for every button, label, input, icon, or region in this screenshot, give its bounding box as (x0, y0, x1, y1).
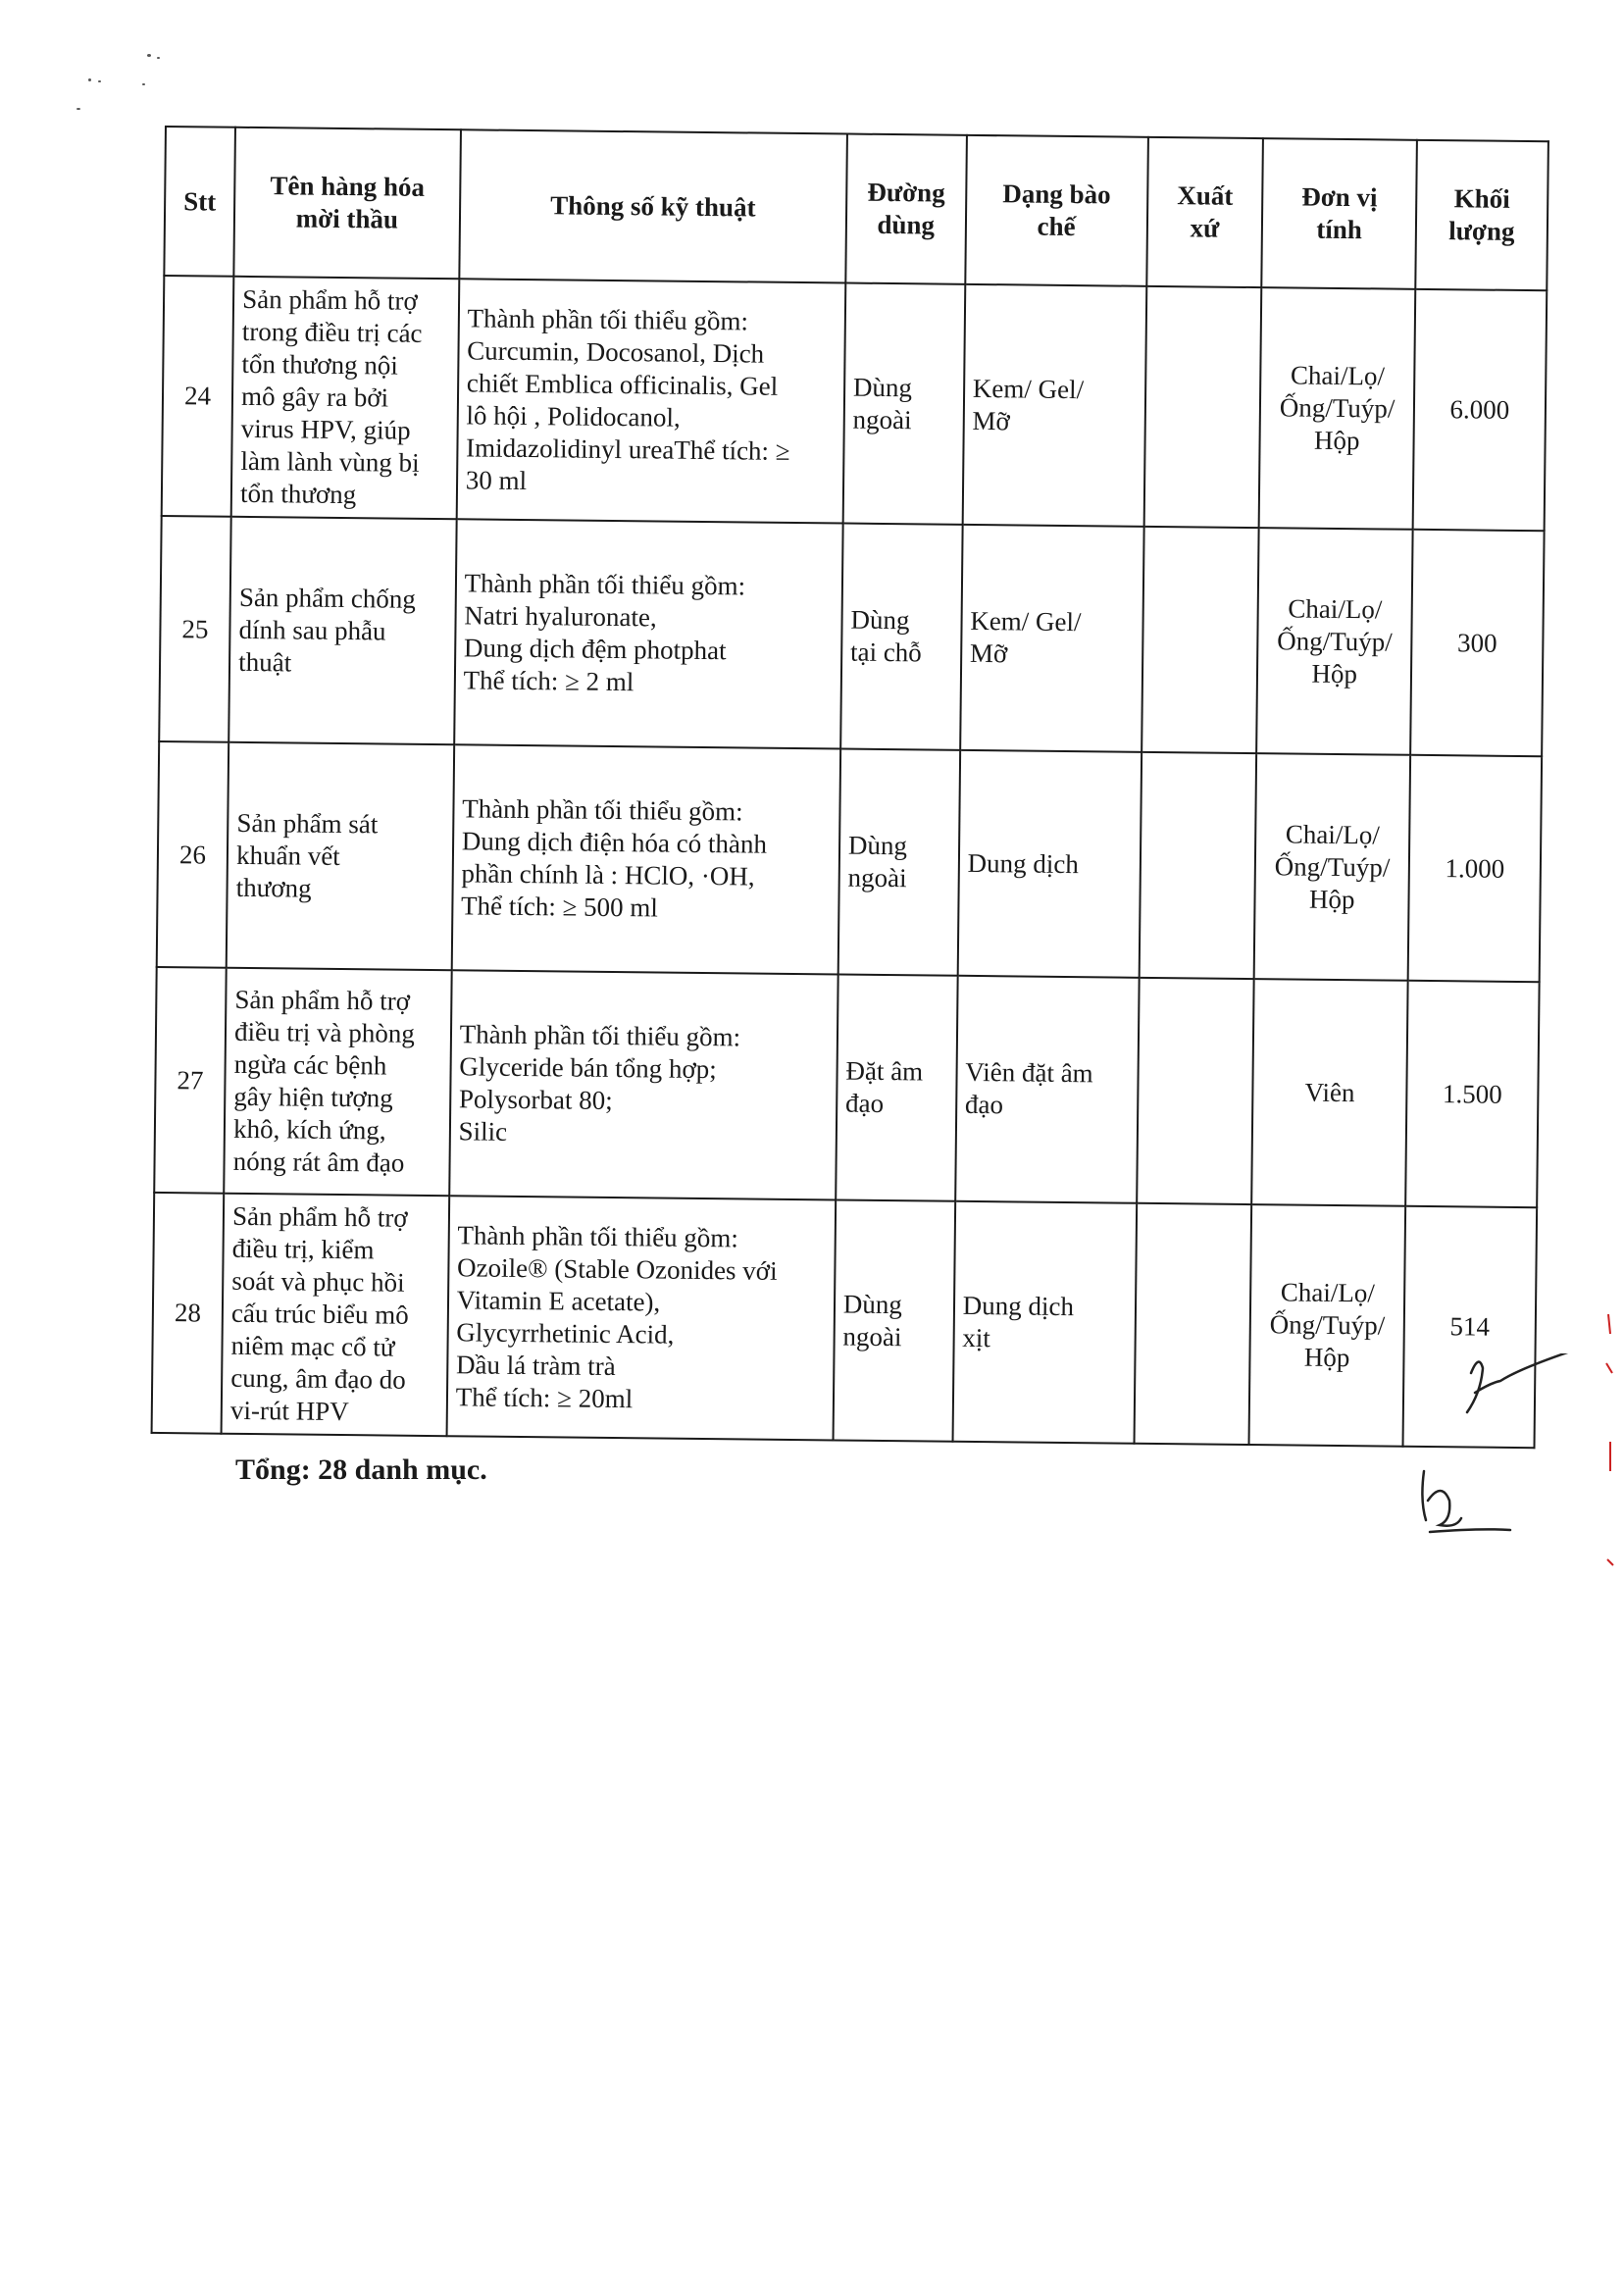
cell-origin (1137, 978, 1254, 1204)
header-origin: Xuất xứ (1146, 137, 1263, 287)
cell-name: Sản phẩm sát khuẩn vết thương (227, 742, 454, 970)
total-count: Tổng: 28 danh mục. (235, 1453, 487, 1486)
cell-unit: Chai/Lọ/ Ống/Tuýp/ Hộp (1249, 1204, 1405, 1447)
header-stt: Stt (164, 127, 235, 277)
cell-origin (1134, 1203, 1251, 1445)
cell-route: Dùng ngoài (838, 748, 960, 975)
cell-unit: Viên (1252, 979, 1408, 1206)
cell-origin (1142, 527, 1259, 753)
header-name: Tên hàng hóa mời thầu (233, 127, 460, 279)
header-form: Dạng bào chế (965, 135, 1148, 286)
cell-qty: 1.000 (1408, 755, 1543, 982)
cell-route: Dùng ngoài (833, 1199, 955, 1441)
cell-spec: Thành phần tối thiểu gồm: Ozoile® (Stable Ozonides với Vitamin E acetate), Glycyrrhetinic Acid, Dầu lá tràm trà Thể tích: ≥ 20ml (446, 1196, 836, 1440)
cell-route: Dùng ngoài (842, 283, 965, 525)
cell-unit: Chai/Lọ/ Ống/Tuýp/ Hộp (1257, 528, 1413, 755)
cell-stt: 26 (157, 741, 229, 968)
cell-stt: 27 (154, 967, 227, 1194)
cell-stt: 28 (152, 1193, 225, 1434)
cell-form: Dung dịch xịt (952, 1201, 1137, 1444)
cell-form: Dung dịch (957, 750, 1141, 978)
cell-qty: 514 (1402, 1206, 1537, 1448)
table-row (159, 516, 1544, 756)
red-margin-marks (1599, 1304, 1624, 1599)
header-route: Đường dùng (845, 134, 967, 284)
cell-name: Sản phẩm hỗ trợ trong điều trị các tổn thương nội mô gây ra bởi virus HPV, giúp làm lành vùng bị tổn thương (231, 277, 459, 519)
header-qty: Khối lượng (1415, 140, 1548, 290)
cell-qty: 1.500 (1405, 981, 1540, 1207)
cell-form: Kem/ Gel/ Mỡ (960, 525, 1143, 752)
cell-origin (1139, 752, 1256, 979)
table-row (162, 276, 1548, 531)
cell-name: Sản phẩm hỗ trợ điều trị, kiểm soát và phục hồi cấu trúc biểu mô niêm mạc cổ tử cung, âm đạo do vi-rút HPV (222, 1194, 449, 1436)
cell-name: Sản phẩm chống dính sau phẫu thuật (228, 517, 456, 744)
table-header-row (164, 127, 1548, 290)
table-row (152, 1193, 1538, 1448)
cell-name: Sản phẩm hỗ trợ điều trị và phòng ngừa các bệnh gây hiện tượng khô, kích ứng, nóng rát âm đạo (224, 968, 451, 1196)
cell-route: Đặt âm đạo (836, 974, 957, 1200)
goods-table (151, 126, 1549, 1449)
table-row (157, 741, 1542, 982)
cell-stt: 24 (162, 276, 234, 517)
cell-spec: Thành phần tối thiểu gồm: Curcumin, Docosanol, Dịch chiết Emblica officinalis, Gel lô hội , Polidocanol, Imidazolidinyl ureaThể tích: ≥ 30 ml (456, 279, 845, 523)
table-row (154, 967, 1539, 1207)
cell-origin (1143, 286, 1261, 528)
cell-stt: 25 (159, 516, 231, 742)
cell-unit: Chai/Lọ/ Ống/Tuýp/ Hộp (1254, 753, 1410, 981)
cell-form: Kem/ Gel/ Mỡ (962, 284, 1146, 527)
cell-unit: Chai/Lọ/ Ống/Tuýp/ Hộp (1259, 287, 1415, 530)
header-spec: Thông số kỹ thuật (459, 129, 847, 282)
cell-route: Dùng tại chỗ (840, 524, 962, 750)
header-unit: Đơn vị tính (1262, 138, 1417, 289)
cell-form: Viên đặt âm đạo (955, 976, 1139, 1203)
cell-spec: Thành phần tối thiểu gồm: Glyceride bán tổng hợp; Polysorbat 80; Silic (449, 970, 838, 1199)
cell-spec: Thành phần tối thiểu gồm: Natri hyaluronate, Dung dịch đệm photphat Thể tích: ≥ 2 ml (454, 519, 843, 748)
cell-spec: Thành phần tối thiểu gồm: Dung dịch điện hóa có thành phần chính là : HClO, ·OH, Thể tích: ≥ 500 ml (451, 744, 840, 974)
cell-qty: 300 (1410, 530, 1545, 756)
handwritten-signature (1402, 1353, 1599, 1550)
cell-qty: 6.000 (1412, 289, 1547, 531)
